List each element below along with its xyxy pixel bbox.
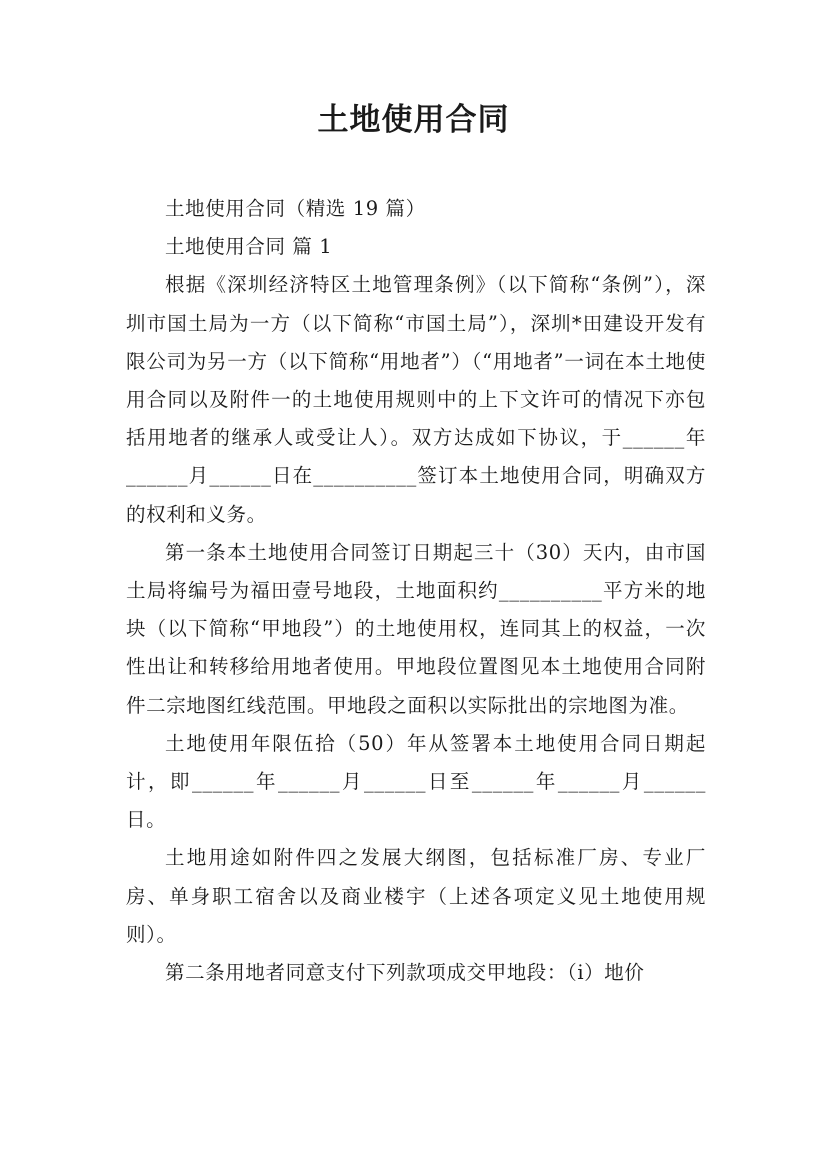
paragraph: 第二条用地者同意支付下列款项成交甲地段：（i）地价 (165, 961, 645, 985)
paragraph-section-heading: 土地使用合同 篇 1 (165, 235, 333, 259)
paragraph: 根据《深圳经济特区土地管理条例》（以下简称“条例”），深圳市国土局为一方（以下简称“市国土局”），深圳*田建设开发有限公司为另一方（以下简称“用地者”）（“用地者”一词在本土地使用合同以及附件一的土地使用规则中的上下文许可的情况下亦包括用地者的继承人或受让人）。双方达成如下协议，于______年______月______日在__________签订本土地使用合同，明确双方的权利和义务。 (126, 273, 706, 526)
paragraph: 土地使用年限伍拾（50）年从签署本土地使用合同日期起计，即______年______月______日至______年______月______日。 (126, 731, 706, 832)
paragraph: 土地用途如附件四之发展大纲图，包括标准厂房、专业厂房、单身职工宿舍以及商业楼宇（上述各项定义见土地使用规则）。 (126, 846, 706, 946)
paragraph: 第一条本土地使用合同签订日期起三十（30）天内，由市国土局将编号为福田壹号地段，土地面积约__________平方米的地块（以下简称“甲地段”）的土地使用权，连同其上的权益，一次性出让和转移给用地者使用。甲地段位置图见本土地使用合同附件二宗地图红线范围。甲地段之面积以实际批出的宗地图为准。 (126, 540, 706, 717)
document-title: 土地使用合同 (317, 102, 510, 138)
paragraph-subtitle: 土地使用合同（精选 19 篇） (165, 197, 426, 220)
document-body (126, 190, 706, 992)
